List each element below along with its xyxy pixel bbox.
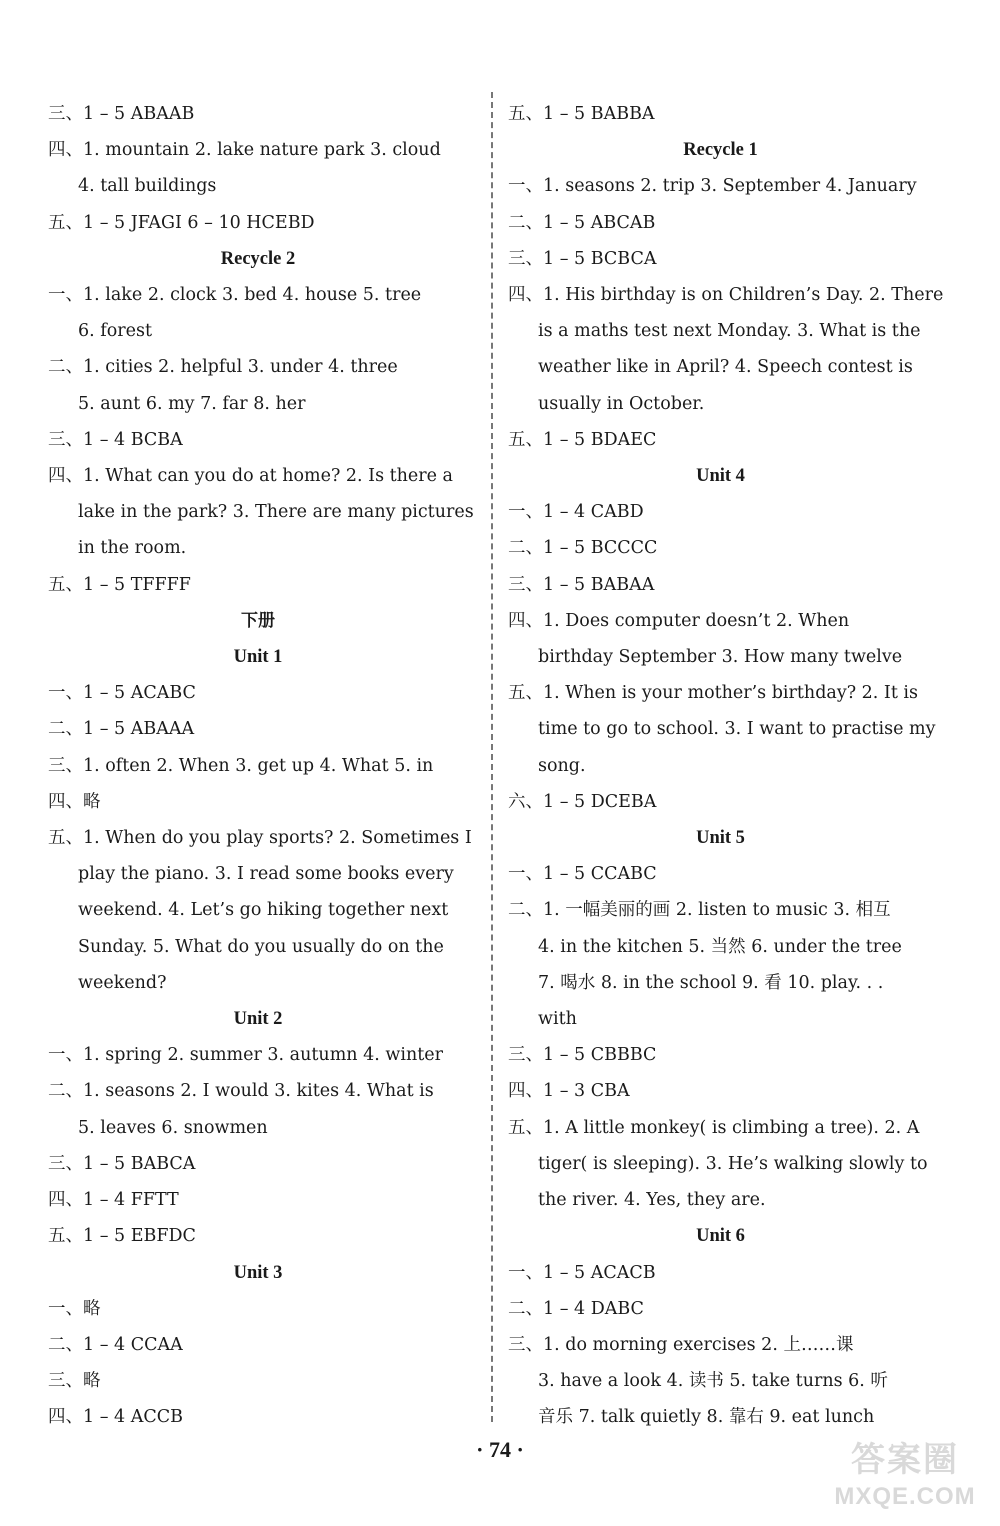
answer-line: usually in October.	[538, 393, 705, 414]
answer-line: 四、略	[48, 791, 101, 812]
section-heading: Recycle 2	[220, 248, 296, 269]
answer-line: 二、1 – 5 BCCCC	[508, 538, 658, 559]
answer-line: 6. forest	[78, 321, 153, 342]
answer-line: 五、1 – 5 EBFDC	[48, 1226, 196, 1247]
column-divider	[491, 92, 493, 1422]
answer-line: 五、1. A little monkey( is climbing a tree). 2. A	[508, 1117, 920, 1138]
answer-line: 四、1 – 4 ACCB	[48, 1407, 183, 1428]
answer-line: 二、1. seasons 2. I would 3. kites 4. What is	[48, 1081, 434, 1102]
section-heading: Unit 1	[233, 647, 283, 668]
section-heading: Unit 5	[696, 828, 745, 849]
answer-line: 5. leaves 6. snowmen	[78, 1117, 268, 1138]
answer-line: 一、1 – 5 ACABC	[48, 683, 196, 704]
answer-line: 三、1. often 2. When 3. get up 4. What 5. in	[48, 755, 434, 776]
answer-line: 二、1 – 4 CCAA	[48, 1334, 183, 1355]
answer-line: 四、1. His birthday is on Children’s Day. 2. There	[508, 285, 944, 306]
answer-line: 一、1 – 5 ACACB	[508, 1262, 656, 1283]
answer-line: 三、略	[48, 1371, 101, 1392]
answer-line: 4. in the kitchen 5. 当然 6. under the tree	[538, 936, 902, 957]
answer-line: 五、1. When do you play sports? 2. Sometimes I	[48, 828, 472, 849]
answer-line: the river. 4. Yes, they are.	[538, 1190, 766, 1211]
watermark	[820, 1438, 990, 1520]
answer-line: 三、1 – 5 CBBBC	[508, 1045, 657, 1066]
answer-line: 四、1. Does computer doesn’t 2. When	[508, 610, 850, 631]
answer-line: 一、1. spring 2. summer 3. autumn 4. winter	[48, 1045, 443, 1066]
volume-heading: 下册	[241, 610, 275, 631]
answer-line: 一、1 – 5 CCABC	[508, 864, 657, 885]
section-heading: Unit 4	[696, 466, 745, 487]
answer-line: lake in the park? 3. There are many pictures	[78, 502, 474, 523]
section-heading: Unit 3	[233, 1262, 283, 1283]
answer-line: is a maths test next Monday. 3. What is the	[538, 321, 921, 342]
answer-line: weather like in April? 4. Speech contest is	[538, 357, 913, 378]
answer-line: 一、1. seasons 2. trip 3. September 4. January	[508, 176, 917, 197]
answer-line: with	[538, 1009, 577, 1030]
answer-line: in the room.	[78, 538, 187, 559]
answer-line: 五、1 – 5 TFFFF	[48, 574, 191, 595]
answer-line: Sunday. 5. What do you usually do on the	[78, 936, 444, 957]
page-number: · 74 ·	[476, 1437, 524, 1462]
answer-line: 五、1 – 5 JFAGI 6 – 10 HCEBD	[48, 212, 315, 233]
watermark-logo: 答案圈	[851, 1441, 959, 1479]
right-column	[508, 96, 944, 1436]
answer-line: 三、1 – 5 BABAA	[508, 574, 655, 595]
section-heading: Recycle 1	[683, 140, 758, 161]
answer-line: 三、1 – 5 BABCA	[48, 1153, 196, 1174]
answer-line: 二、1 – 5 ABCAB	[508, 212, 656, 233]
answer-line: song.	[538, 755, 586, 776]
watermark-url: MXQE.COM	[834, 1483, 976, 1510]
answer-line: 二、1 – 5 ABAAA	[48, 719, 195, 740]
answer-line: 五、1. When is your mother’s birthday? 2. It is	[508, 683, 919, 704]
answer-line: 三、1 – 5 BCBCA	[508, 248, 657, 269]
answer-line: 7. 喝水 8. in the school 9. 看 10. play. . .	[538, 972, 884, 993]
left-column	[48, 96, 474, 1436]
answer-line: 六、1 – 5 DCEBA	[508, 791, 657, 812]
answer-line: 三、1. do morning exercises 2. 上……课	[508, 1334, 854, 1355]
answer-line: 一、1 – 4 CABD	[508, 502, 644, 523]
section-heading: Unit 2	[233, 1009, 283, 1030]
answer-line: 4. tall buildings	[78, 176, 217, 197]
answer-line: 一、1. lake 2. clock 3. bed 4. house 5. tree	[48, 285, 422, 306]
answer-line: play the piano. 3. I read some books every	[78, 864, 454, 885]
section-heading: Unit 6	[696, 1226, 745, 1247]
answer-line: birthday September 3. How many twelve	[538, 647, 903, 668]
answer-line: time to go to school. 3. I want to practise my	[538, 719, 936, 740]
answer-line: 四、1 – 4 FFTT	[48, 1190, 179, 1211]
answer-line: tiger( is sleeping). 3. He’s walking slowly to	[538, 1153, 928, 1174]
answer-line: 二、1 – 4 DABC	[508, 1298, 644, 1319]
answer-line: 三、1 – 4 BCBA	[48, 429, 183, 450]
answer-line: 四、1. What can you do at home? 2. Is there a	[48, 466, 453, 487]
answer-line: weekend. 4. Let’s go hiking together next	[78, 900, 449, 921]
answer-line: 四、1. mountain 2. lake nature park 3. cloud	[48, 140, 441, 161]
answer-line: weekend?	[78, 972, 167, 993]
answer-line: 一、略	[48, 1298, 101, 1319]
answer-line: 音乐 7. talk quietly 8. 靠右 9. eat lunch	[538, 1407, 875, 1428]
answer-line: 二、1. 一幅美丽的画 2. listen to music 3. 相互	[508, 900, 891, 921]
answer-line: 二、1. cities 2. helpful 3. under 4. three	[48, 357, 398, 378]
answer-line: 四、1 – 3 CBA	[508, 1081, 630, 1102]
answer-line: 5. aunt 6. my 7. far 8. her	[78, 393, 306, 414]
answer-line: 五、1 – 5 BABBA	[508, 104, 655, 124]
answer-line: 三、1 – 5 ABAAB	[48, 104, 195, 124]
answer-line: 3. have a look 4. 读书 5. take turns 6. 听	[538, 1371, 888, 1392]
answer-line: 五、1 – 5 BDAEC	[508, 429, 657, 450]
